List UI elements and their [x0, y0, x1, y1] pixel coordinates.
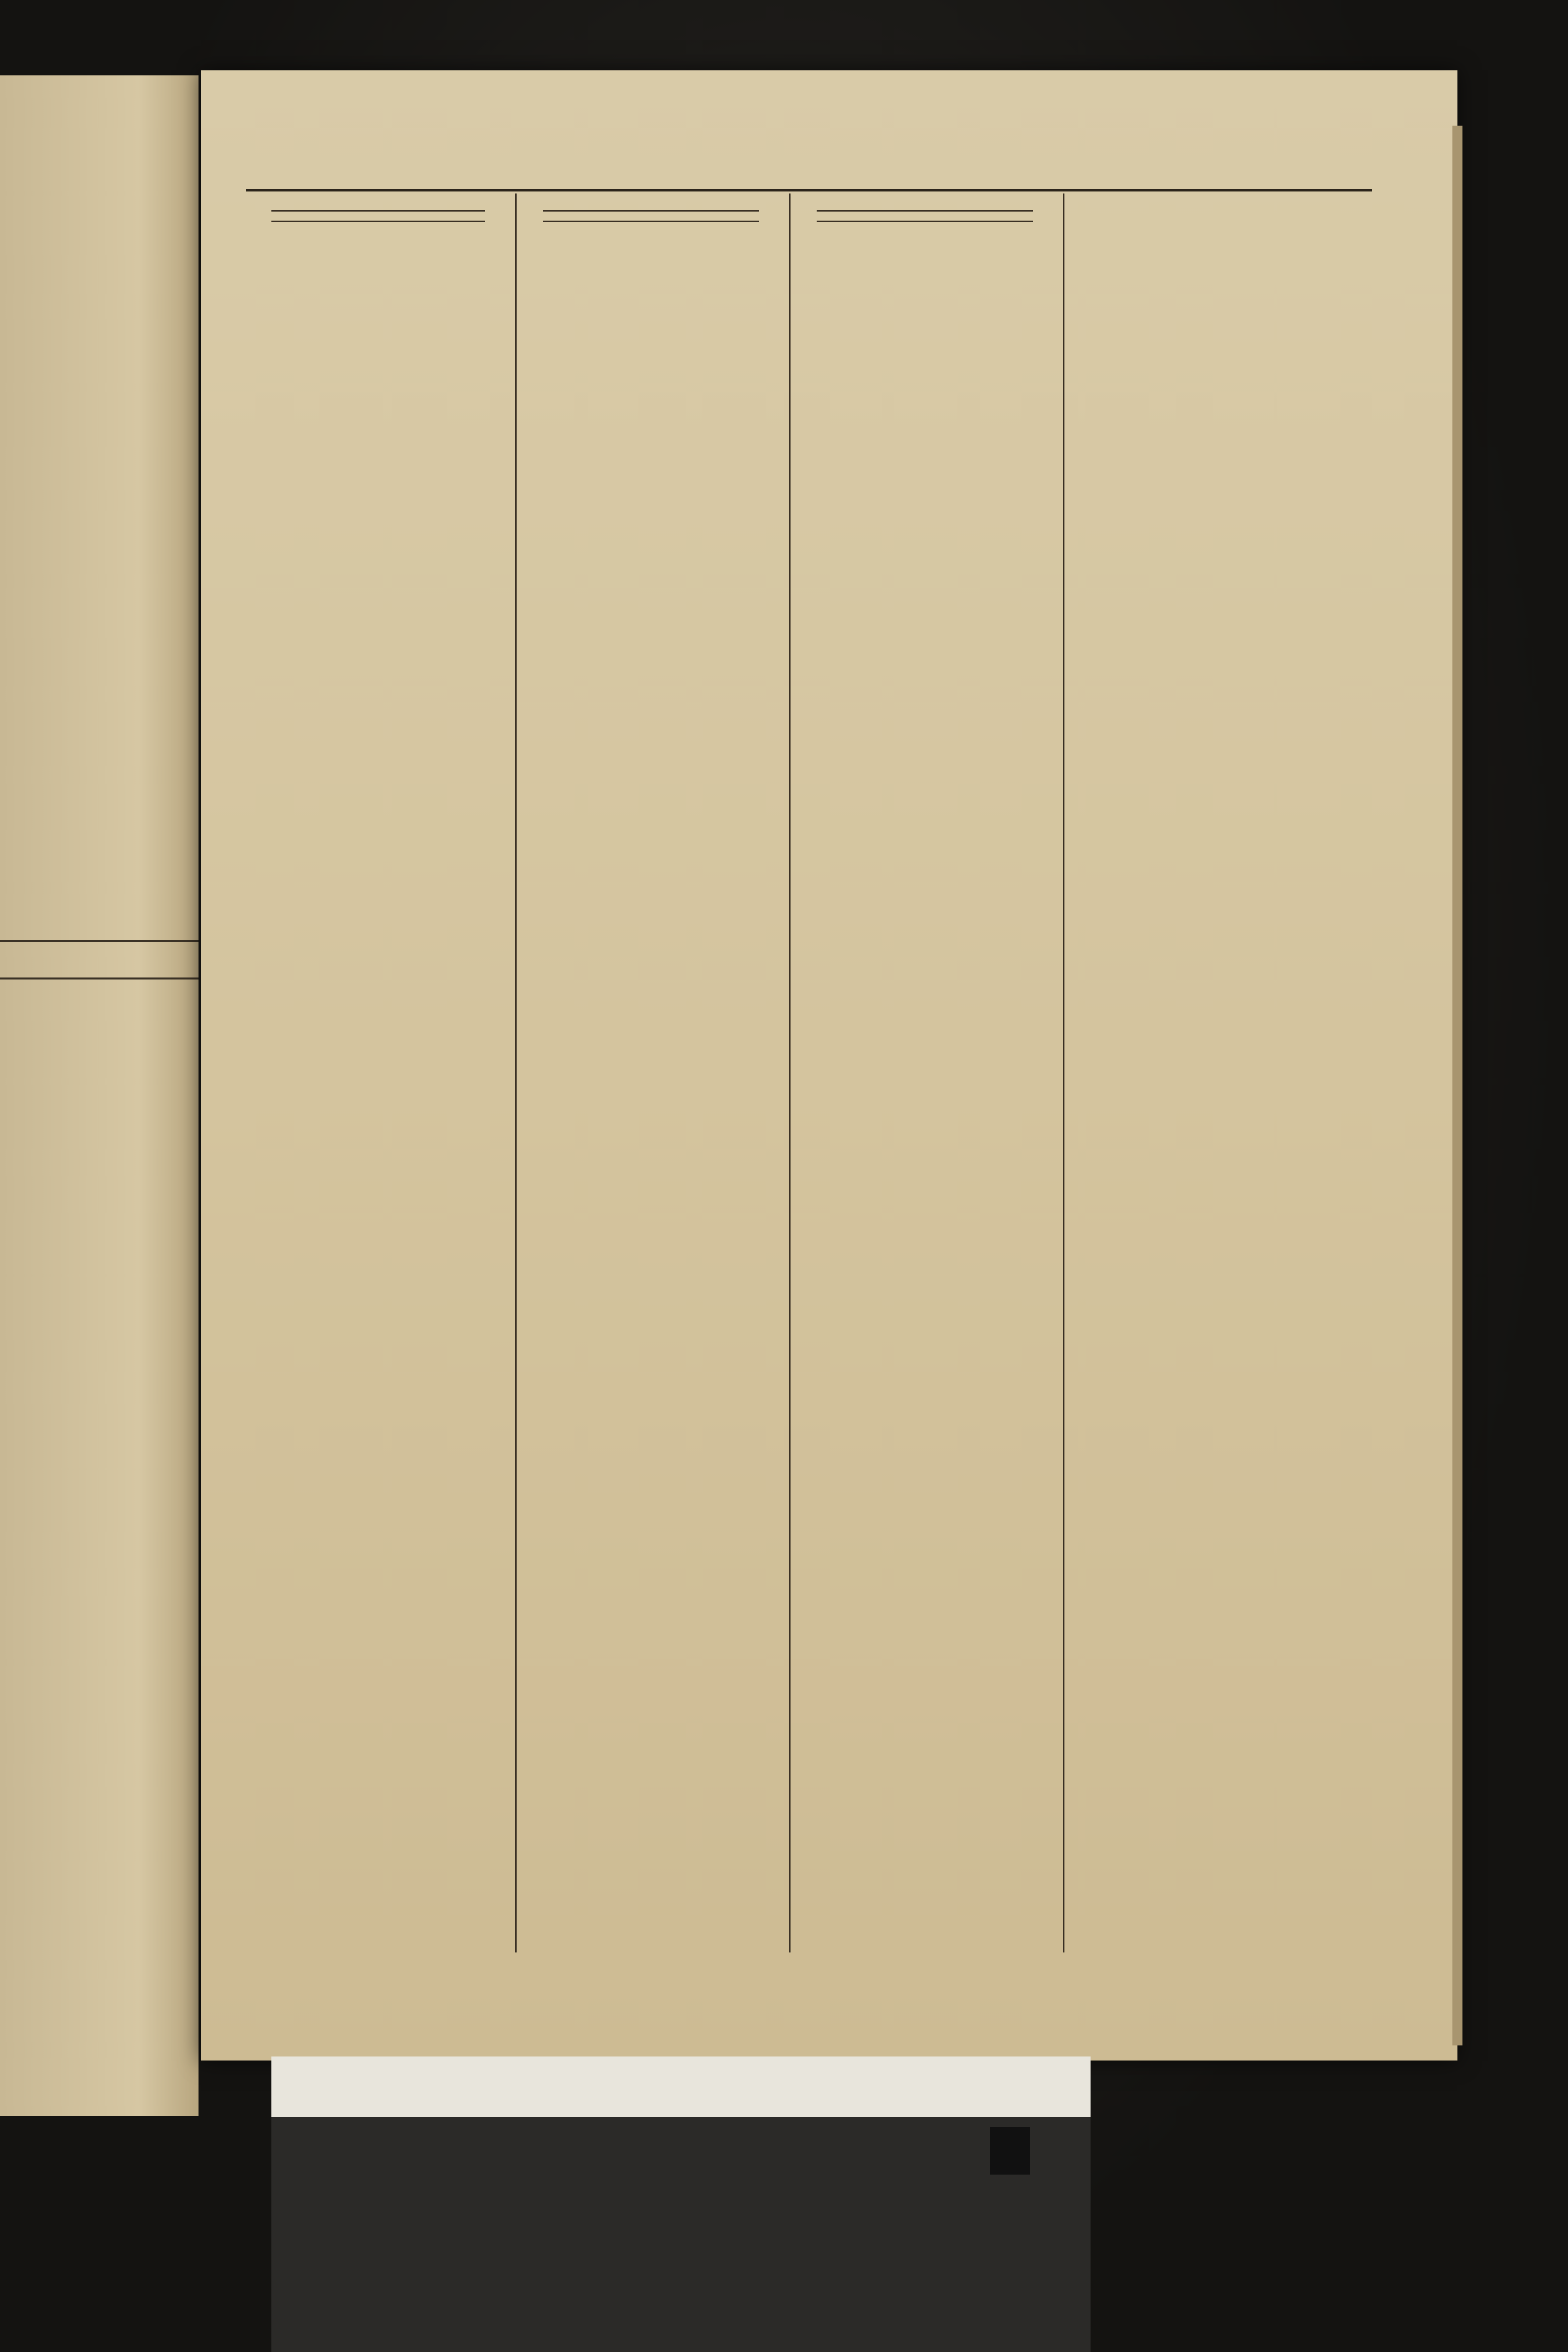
separator: [271, 210, 485, 212]
left-page: [0, 75, 199, 2116]
column-1: [251, 201, 505, 231]
separator: [543, 210, 759, 212]
ruler: [271, 2056, 1091, 2117]
separator: [817, 210, 1033, 212]
column-rule: [789, 193, 791, 1952]
column-2: [523, 201, 779, 231]
separator: [543, 221, 759, 222]
left-rule: [0, 977, 199, 979]
separator: [817, 221, 1033, 222]
column-3: [797, 201, 1053, 231]
brand-logo: [990, 2127, 1030, 2175]
masthead-rule: [246, 189, 1372, 191]
page-edge: [1452, 126, 1462, 2045]
newspaper-page: [201, 70, 1457, 2061]
left-rule: [0, 940, 199, 942]
column-rule: [1063, 193, 1064, 1952]
colour-chart: [271, 2056, 1091, 2352]
column-rule: [515, 193, 517, 1952]
separator: [271, 221, 485, 222]
